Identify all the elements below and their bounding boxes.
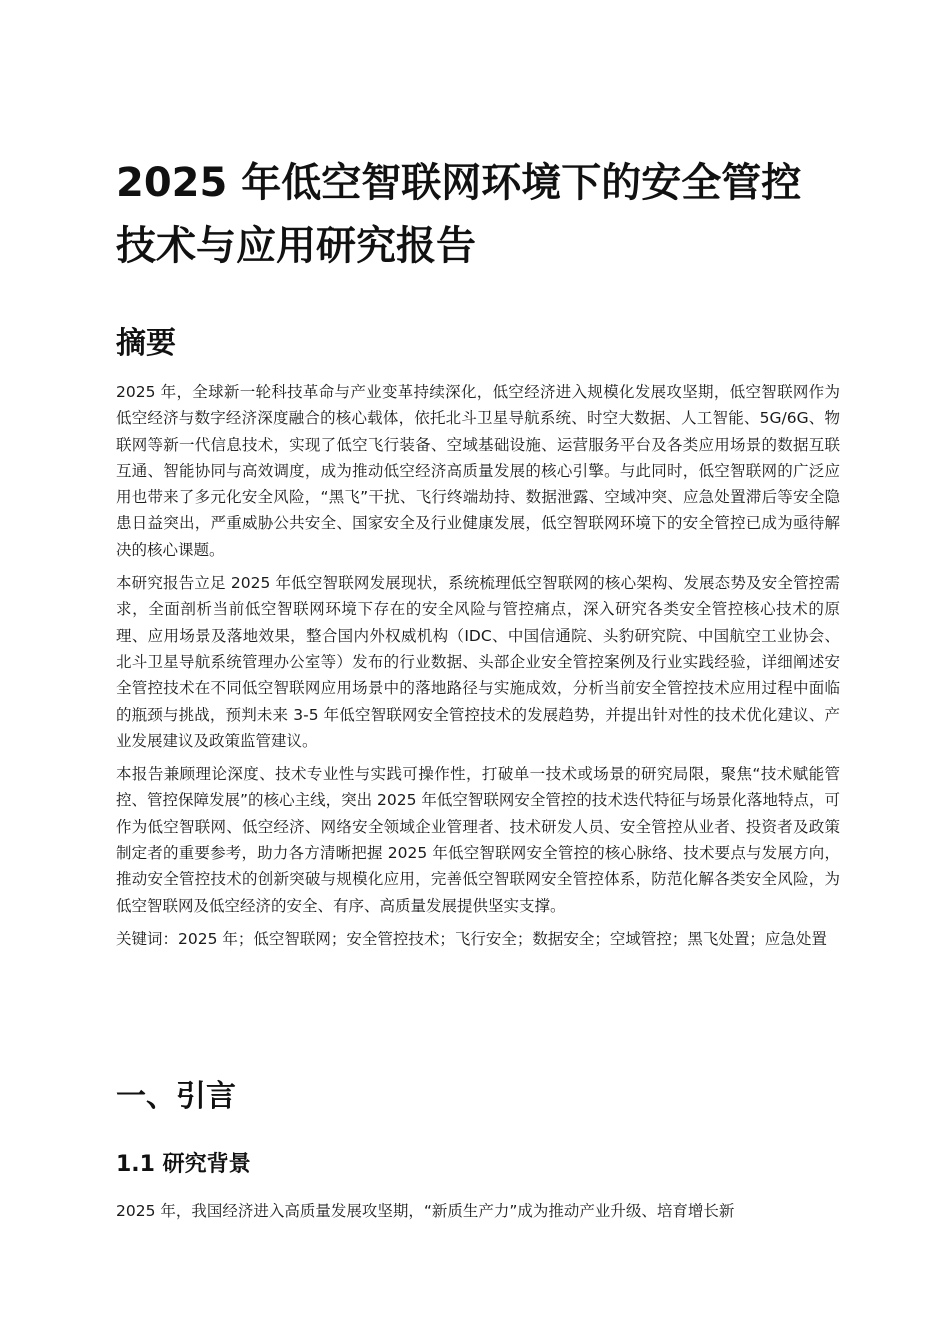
- section-research-background-heading: 1.1 研究背景: [116, 1152, 251, 1177]
- research-background-text: 2025 年，我国经济进入高质量发展攻坚期，“新质生产力”成为推动产业升级、培育增长新: [116, 1202, 735, 1220]
- section-introduction-heading: 一、引言: [116, 1079, 236, 1114]
- keywords: 关键词：2025 年；低空智联网；安全管控技术；飞行安全；数据安全；空域管控；黑飞处置；应急处置: [116, 929, 827, 948]
- abstract-body: [116, 379, 840, 959]
- abstract-paragraph-2: 本研究报告立足 2025 年低空智联网发展现状，系统梳理低空智联网的核心架构、发展态势及安全管控需求，全面剖析当前低空智联网环境下存在的安全风险与管控痛点，深入研究各类安全管控核心技术的原理、应用场景及落地效果，整合国内外权威机构（IDC、中国信通院、头豹研究院、中国航空工业协会、北斗卫星导航系统管理办公室等）发布的行业数据、头部企业安全管控案例及行业实践经验，详细阐述安全管控技术在不同低空智联网应用场景中的落地路径与实施成效，分析当前安全管控技术应用过程中面临的瓶颈与挑战，预判未来 3-5 年低空智联网安全管控技术的发展趋势，并提出针对性的技术优化建议、产业发展建议及政策监管建议。: [116, 574, 840, 750]
- document-title: 2025 年低空智联网环境下的安全管控技术与应用研究报告: [116, 160, 802, 269]
- abstract-paragraph-1: 2025 年，全球新一轮科技革命与产业变革持续深化，低空经济进入规模化发展攻坚期，低空智联网作为低空经济与数字经济深度融合的核心载体，依托北斗卫星导航系统、时空大数据、人工智能、5G/6G、物联网等新一代信息技术，实现了低空飞行装备、空域基础设施、运营服务平台及各类应用场景的数据互联互通、智能协同与高效调度，成为推动低空经济高质量发展的核心引擎。与此同时，低空智联网的广泛应用也带来了多元化安全风险，“黑飞”干扰、飞行终端劫持、数据泄露、空域冲突、应急处置滞后等安全隐患日益突出，严重威胁公共安全、国家安全及行业健康发展，低空智联网环境下的安全管控已成为亟待解决的核心课题。: [116, 383, 840, 559]
- abstract-paragraph-3: 本报告兼顾理论深度、技术专业性与实践可操作性，打破单一技术或场景的研究局限，聚焦“技术赋能管控、管控保障发展”的核心主线，突出 2025 年低空智联网安全管控的技术迭代特征与场景化落地特点，可作为低空智联网、低空经济、网络安全领域企业管理者、技术研发人员、安全管控从业者、投资者及政策制定者的重要参考，助力各方清晰把握 2025 年低空智联网安全管控的核心脉络、技术要点与发展方向，推动安全管控技术的创新突破与规模化应用，完善低空智联网安全管控体系，防范化解各类安全风险，为低空智联网及低空经济的安全、有序、高质量发展提供坚实支撑。: [116, 765, 840, 915]
- abstract-heading: 摘要: [116, 326, 176, 361]
